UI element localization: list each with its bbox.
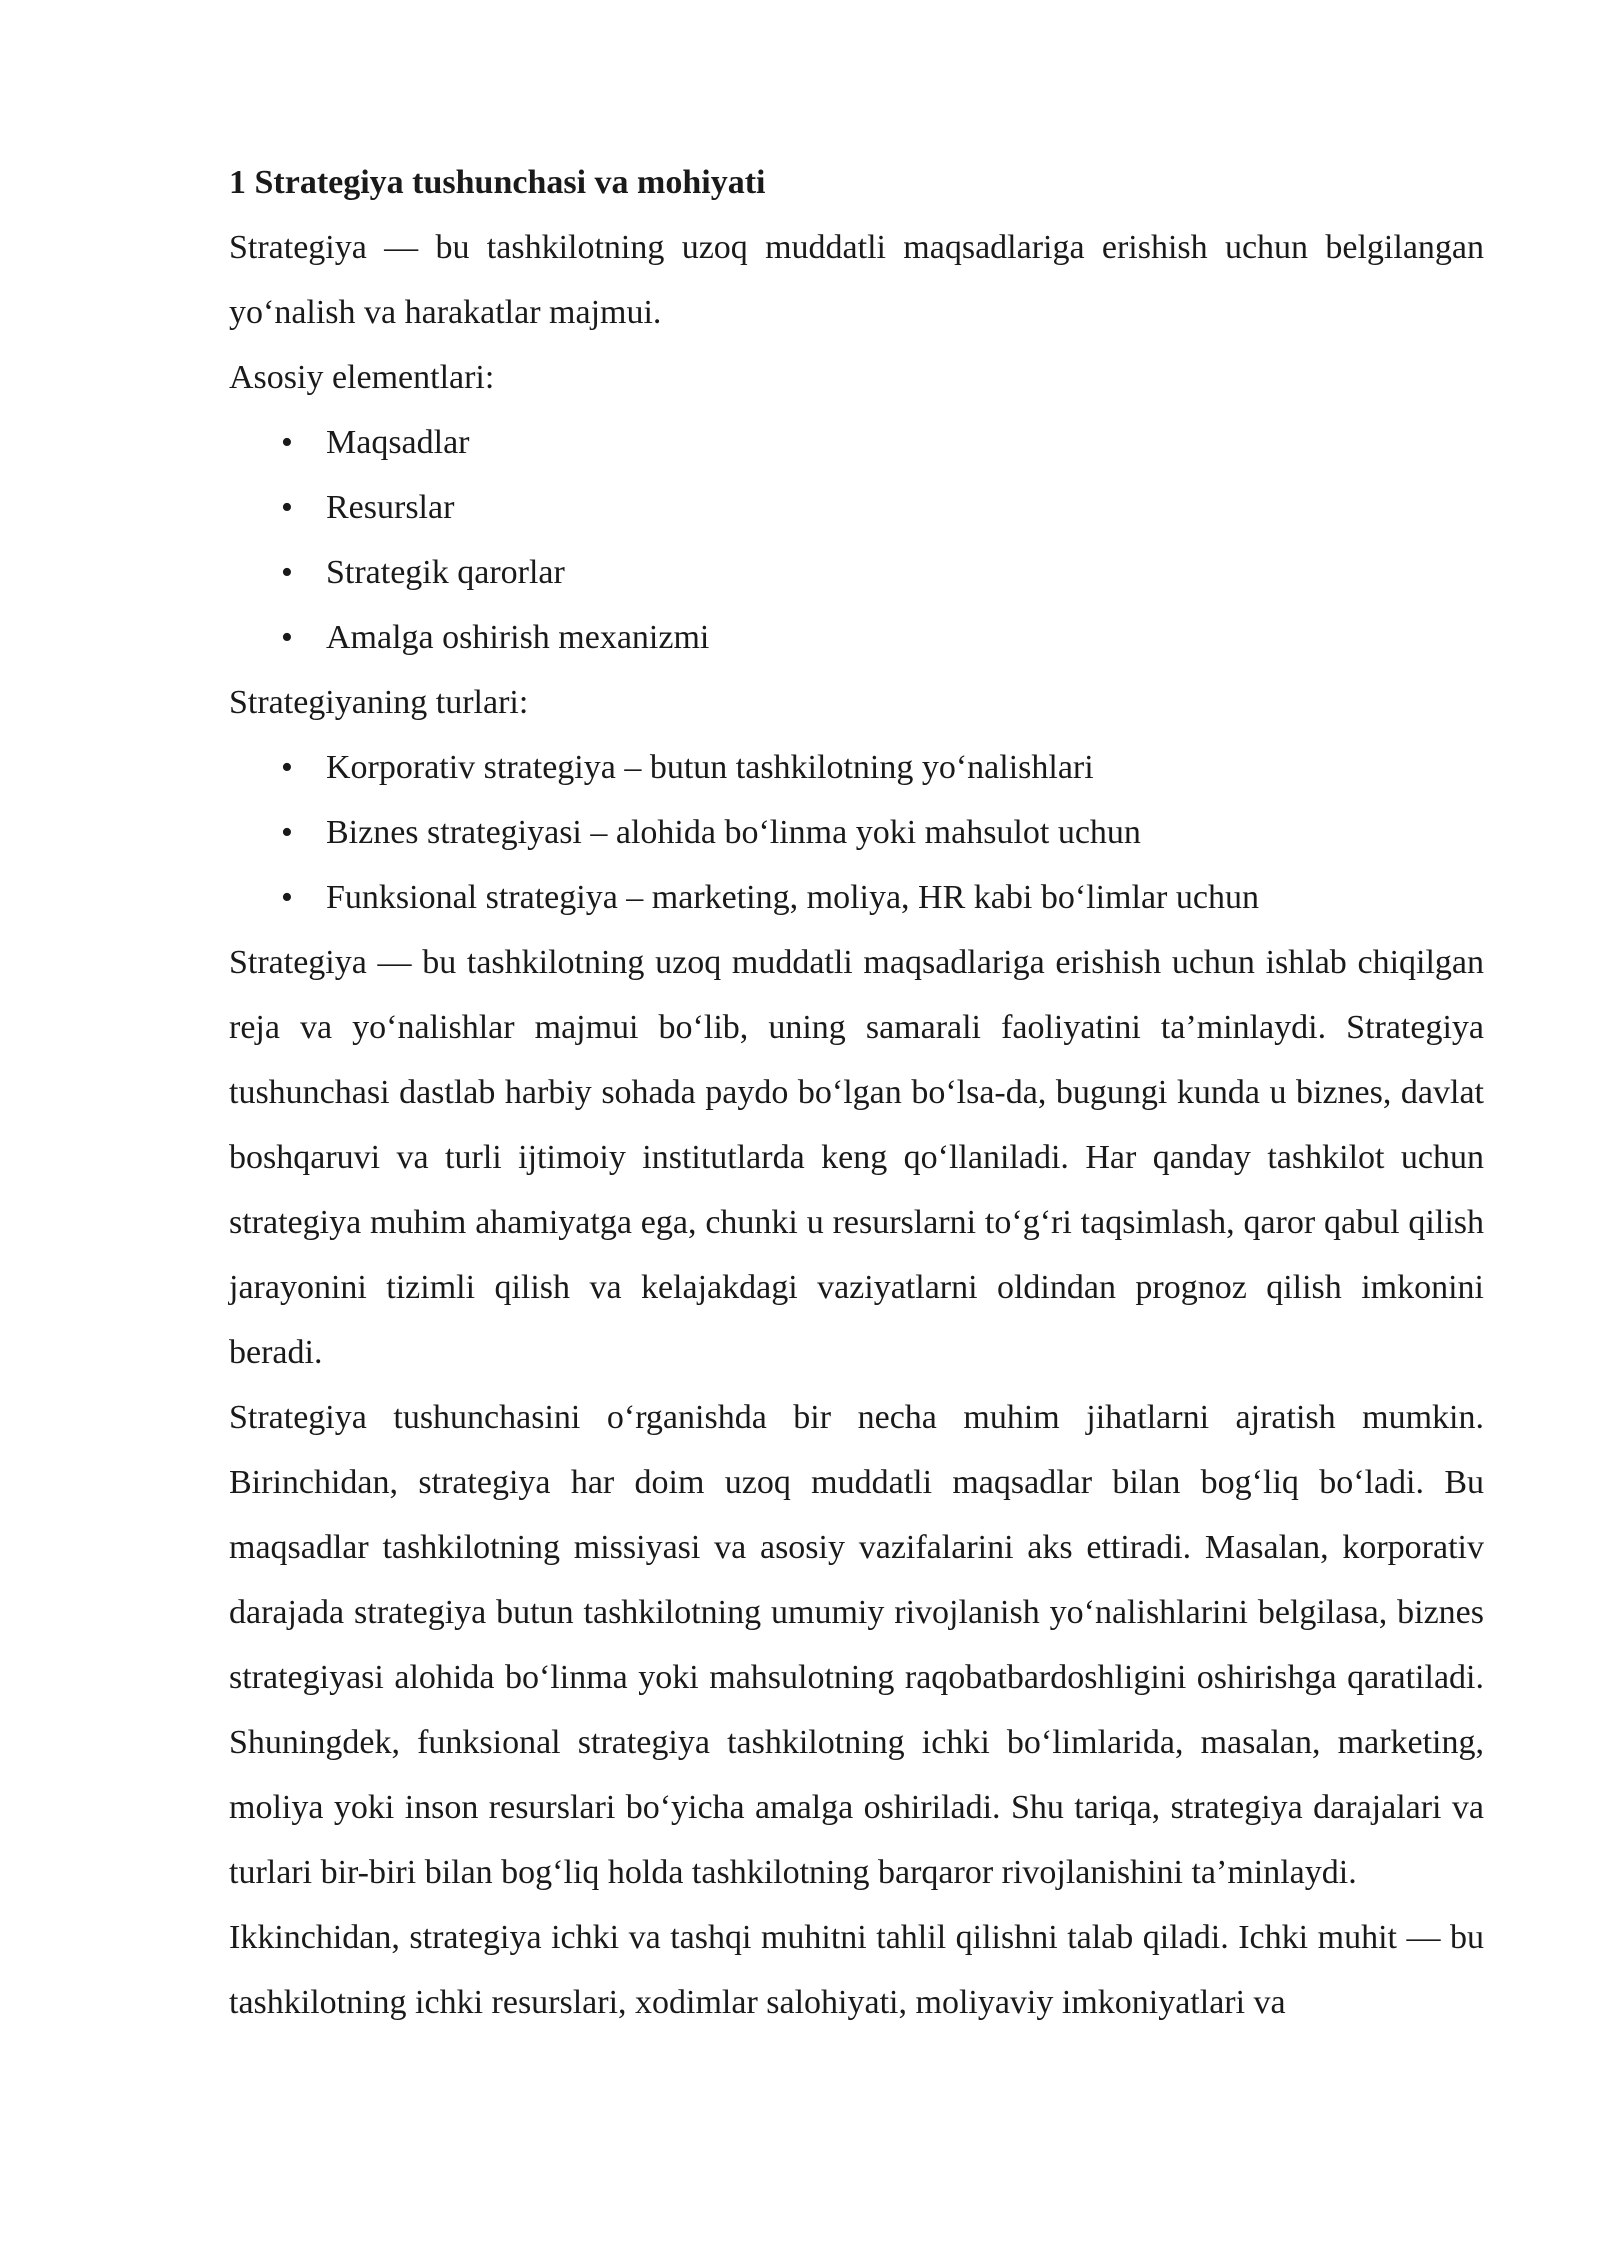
list-item-text: Funksional strategiya – marketing, moliya, HR kabi bo‘limlar uchun <box>326 879 1259 916</box>
document-page <box>229 150 1484 2035</box>
body-paragraph: Ikkinchidan, strategiya ichki va tashqi muhitni tahlil qilishni talab qiladi. Ichki muhit — bu tashkilotning ichki resurslari, xodimlar salohiyati, moliyaviy imkoniyatlari va <box>229 1919 1484 2021</box>
bullet-icon: • <box>281 554 293 591</box>
list-item <box>229 540 1484 605</box>
list-item <box>229 475 1484 540</box>
types-label: Strategiyaning turlari: <box>229 684 529 721</box>
section-heading: 1 Strategiya tushunchasi va mohiyati <box>229 164 766 201</box>
bullet-icon: • <box>281 424 293 461</box>
list-item-text: Maqsadlar <box>326 424 470 461</box>
elements-list <box>229 410 1484 670</box>
body-paragraph: Strategiya — bu tashkilotning uzoq muddatli maqsadlariga erishish uchun ishlab chiqilgan reja va yo‘nalishlar majmui bo‘lib, uning samarali faoliyatini ta’minlaydi. Strategiya tushunchasi dastlab harbiy sohada paydo bo‘lgan bo‘lsa-da, bugungi kunda u biznes, davlat boshqaruvi va turli ijtimoiy institutlarda keng qo‘llaniladi. Har qanday tashkilot uchun strategiya muhim ahamiyatga ega, chunki u resurslarni to‘g‘ri taqsimlash, qaror qabul qilish jarayonini tizimli qilish va kelajakdagi vaziyatlarni oldindan prognoz qilish imkonini beradi. <box>229 944 1484 1371</box>
list-item <box>229 410 1484 475</box>
elements-label: Asosiy elementlari: <box>229 359 495 396</box>
list-item <box>229 605 1484 670</box>
list-item-text: Biznes strategiyasi – alohida bo‘linma yoki mahsulot uchun <box>326 814 1141 851</box>
types-list <box>229 735 1484 930</box>
list-item-text: Resurslar <box>326 489 455 526</box>
bullet-icon: • <box>281 489 293 526</box>
intro-paragraph: Strategiya — bu tashkilotning uzoq muddatli maqsadlariga erishish uchun belgilangan yo‘nalish va harakatlar majmui. <box>229 229 1484 331</box>
list-item-text: Strategik qarorlar <box>326 554 565 591</box>
list-item-text: Amalga oshirish mexanizmi <box>326 619 710 656</box>
list-item <box>229 735 1484 800</box>
bullet-icon: • <box>281 879 293 916</box>
bullet-icon: • <box>281 814 293 851</box>
bullet-icon: • <box>281 619 293 656</box>
body-paragraph: Strategiya tushunchasini o‘rganishda bir necha muhim jihatlarni ajratish mumkin. Birinchidan, strategiya har doim uzoq muddatli maqsadlar bilan bog‘liq bo‘ladi. Bu maqsadlar tashkilotning missiyasi va asosiy vazifalarini aks ettiradi. Masalan, korporativ darajada strategiya butun tashkilotning umumiy rivojlanish yo‘nalishlarini belgilasa, biznes strategiyasi alohida bo‘linma yoki mahsulotning raqobatbardoshligini oshirishga qaratiladi. Shuningdek, funksional strategiya tashkilotning ichki bo‘limlarida, masalan, marketing, moliya yoki inson resurslari bo‘yicha amalga oshiriladi. Shu tariqa, strategiya darajalari va turlari bir-biri bilan bog‘liq holda tashkilotning barqaror rivojlanishini ta’minlaydi. <box>229 1399 1484 1891</box>
list-item-text: Korporativ strategiya – butun tashkilotning yo‘nalishlari <box>326 749 1094 786</box>
bullet-icon: • <box>281 749 293 786</box>
list-item <box>229 800 1484 865</box>
list-item <box>229 865 1484 930</box>
